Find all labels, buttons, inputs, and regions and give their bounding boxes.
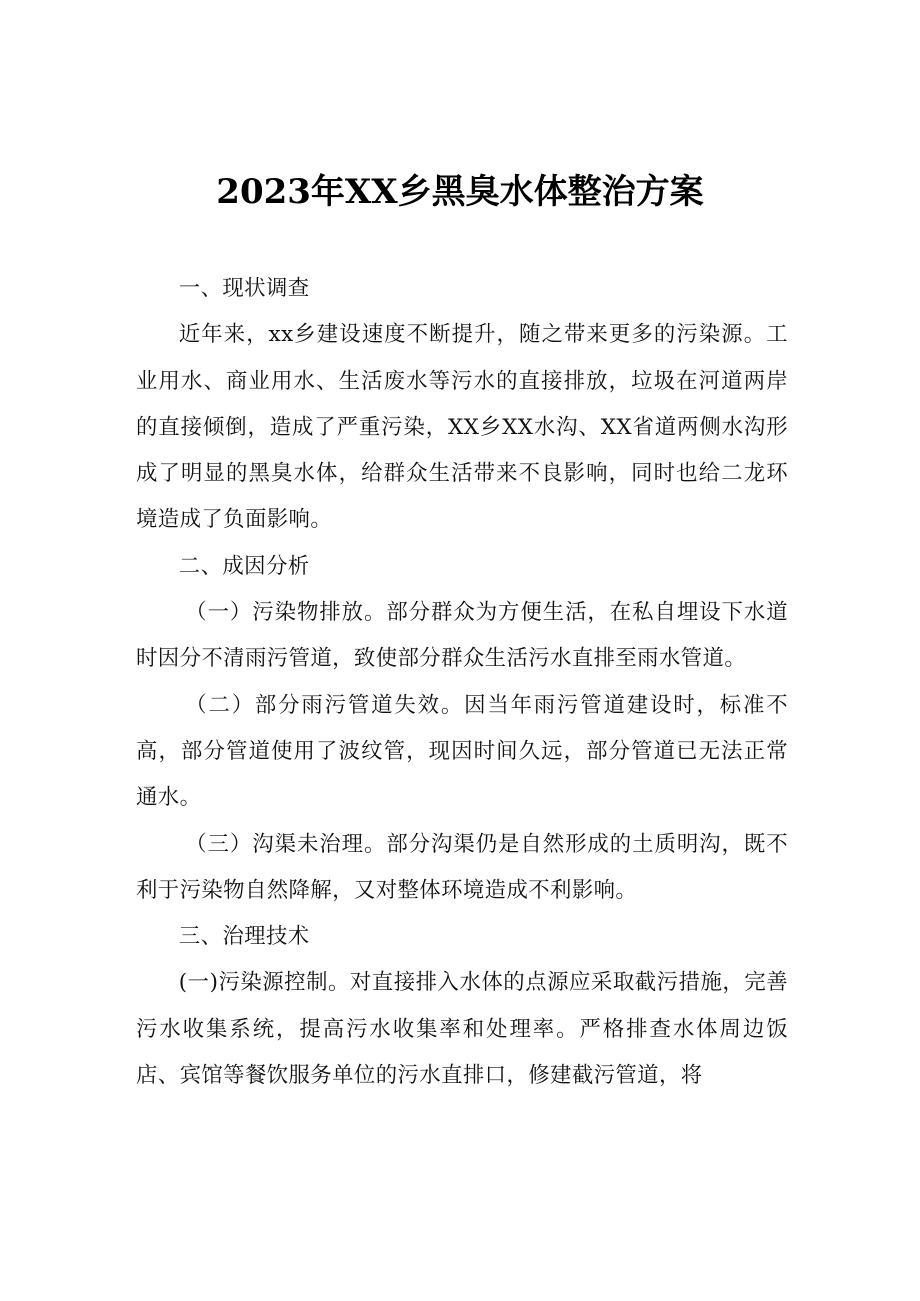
paragraph-cause-pipe-failure: （二）部分雨污管道失效。因当年雨污管道建设时，标准不高，部分管道使用了波纹管，现因时间久远，部分管道已无法正常通水。 <box>136 692 788 811</box>
document-title: 2023年XX乡黑臭水体整治方案 <box>216 172 704 212</box>
paragraph-cause-ditch-untreated: （三）沟渠未治理。部分沟渠仍是自然形成的土质明沟，既不利于污染物自然降解，又对整体环境造成不利影响。 <box>136 831 788 903</box>
paragraph-status-survey: 近年来，xx乡建设速度不断提升，随之带来更多的污染源。工业用水、商业用水、生活废水等污水的直接排放，垃圾在河道两岸的直接倾倒，造成了严重污染，XX乡XX水沟、XX省道两侧水沟形成了明显的黑臭水体，给群众生活带来不良影响，同时也给二龙环境造成了负面影响。 <box>136 322 788 533</box>
section-heading-cause-analysis: 二、成因分析 <box>178 553 310 579</box>
section-heading-treatment-technology: 三、治理技术 <box>178 924 310 950</box>
document-body <box>136 266 788 1099</box>
section-heading-status-survey: 一、现状调查 <box>178 276 310 301</box>
paragraph-cause-pollutant-discharge: （一）污染物排放。部分群众为方便生活，在私自埋设下水道时因分不清雨污管道，致使部分群众生活污水直排至雨水管道。 <box>136 600 788 672</box>
paragraph-pollution-source-control: (一)污染源控制。对直接排入水体的点源应采取截污措施，完善污水收集系统，提高污水收集率和处理率。严格排查水体周边饭店、宾馆等餐饮服务单位的污水直排口，修建截污管道，将 <box>136 970 788 1089</box>
